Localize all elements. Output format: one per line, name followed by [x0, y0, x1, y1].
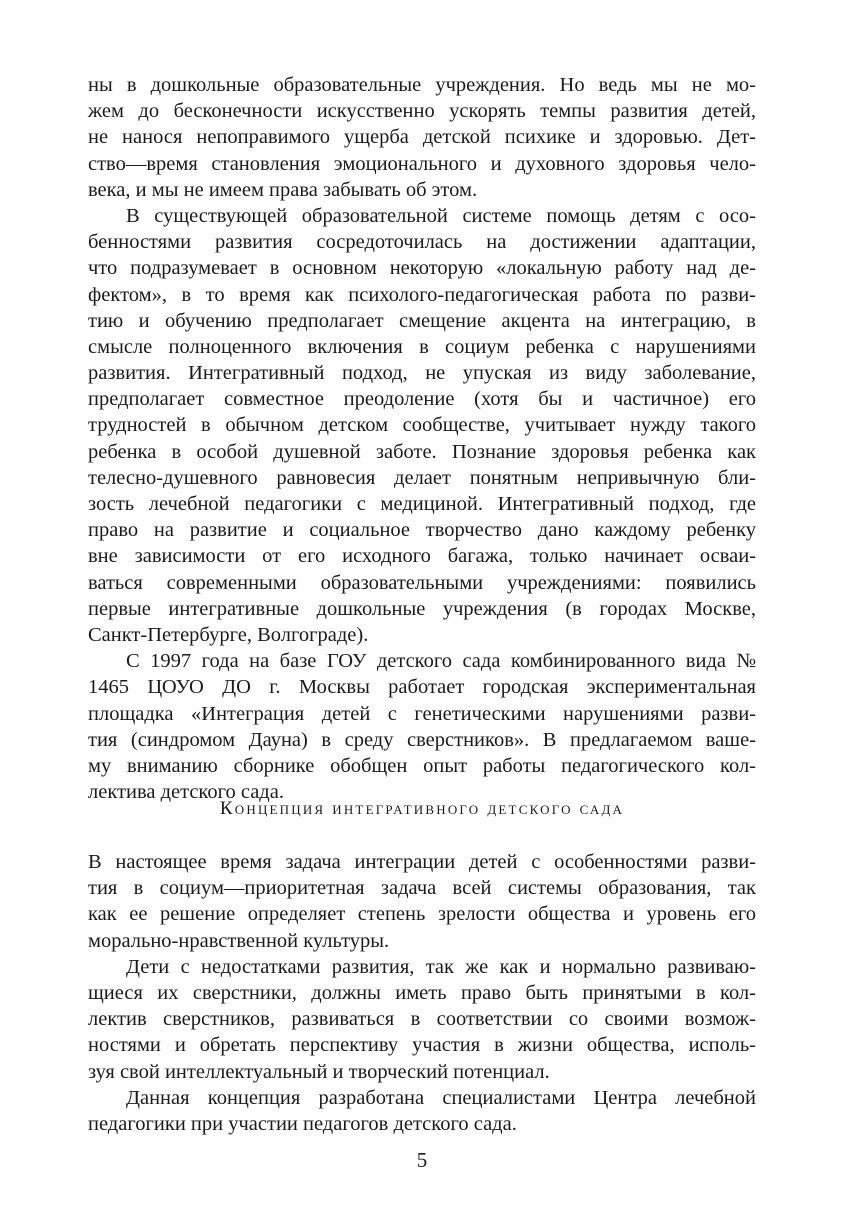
- text-line: лектив сверстников, развиваться в соответствии со своими возмож-: [88, 1008, 756, 1031]
- text-line: тия (синдромом Дауна) в среду сверстников». В предлагаемом ваше-: [88, 728, 756, 751]
- text-line: зуя свой интеллектуальный и творческий потенциал.: [88, 1060, 550, 1083]
- text-line: века, и мы не имеем права забывать об этом.: [88, 178, 478, 201]
- text-line: зость лечебной педагогики с медициной. Интегративный подход, где: [88, 493, 756, 515]
- text-line: предполагает совместное преодоление (хотя бы и частичное) его: [88, 388, 756, 411]
- text-line: ребенка в особой душевной заботе. Познание здоровья ребенка как: [88, 440, 756, 463]
- text-line: педагогики при участии педагогов детского сада.: [88, 1112, 517, 1135]
- text-line: ство—время становления эмоционального и духовного здоровья чело-: [88, 152, 756, 175]
- text-line: 1465 ЦОУО ДО г. Москвы работает городская экспериментальная: [88, 676, 756, 699]
- text-block-bottom: [88, 849, 756, 1137]
- text-line: щиеся их сверстники, должны иметь право быть принятыми в кол-: [88, 981, 756, 1004]
- text-line: В существующей образовательной системе помощь детям с осо-: [126, 204, 756, 227]
- text-line: право на развитие и социальное творчество дано каждому ребенку: [88, 519, 756, 542]
- text-line: Дети с недостатками развития, так же как и нормально развиваю-: [126, 955, 756, 978]
- text-line: Санкт-Петербурге, Волгограде).: [88, 623, 369, 646]
- text-line: смысле полноценного включения в социум ребенка с нарушениями: [88, 335, 756, 358]
- text-line: С 1997 года на базе ГОУ детского сада комбинированного вида №: [126, 650, 756, 673]
- text-line: тию и обучению предполагает смещение акцента на интеграцию, в: [88, 309, 756, 332]
- text-line: первые интегративные дошкольные учреждения (в городах Москве,: [88, 597, 756, 620]
- text-line: Данная концепция разработана специалистами Центра лечебной: [126, 1086, 756, 1109]
- text-line: вне зависимости от его исходного багажа, только начинает осваи-: [88, 545, 756, 568]
- text-line: морально-нравственной культуры.: [88, 929, 390, 952]
- text-line: ностями и обретать перспективу участия в жизни общества, исполь-: [88, 1034, 756, 1057]
- text-line: бенностями развития сосредоточилась на достижении адаптации,: [88, 231, 756, 254]
- page-number: 5: [416, 1148, 428, 1172]
- text-line: жем до бесконечности искусственно ускорять темпы развития детей,: [88, 100, 756, 123]
- text-line: лектива детского сада.: [88, 781, 284, 804]
- text-line: не нанося непоправимого ущерба детской психике и здоровью. Дет-: [88, 126, 756, 149]
- text-line: развития. Интегративный подход, не упуская из виду заболевание,: [88, 362, 756, 385]
- text-line: площадка «Интеграция детей с генетическими нарушениями разви-: [88, 702, 756, 725]
- text-line: фектом», в то время как психолого-педагогическая работа по разви-: [88, 283, 756, 306]
- text-line: В настоящее время задача интеграции детей с особенностями разви-: [88, 851, 756, 873]
- text-line: трудностей в обычном детском сообществе, учитывает нужду такого: [88, 414, 756, 437]
- text-block-top: [88, 72, 756, 805]
- text-line: телесно-душевного равновесия делает понятным непривычную бли-: [88, 466, 756, 489]
- text-line: что подразумевает в основном некоторую «локальную работу над де-: [88, 257, 756, 280]
- section-heading: Концепция интегративного детского сада: [219, 798, 625, 819]
- text-line: му вниманию сборнике обобщен опыт работы педагогического кол-: [88, 754, 756, 777]
- text-line: тия в социум—приоритетная задача всей системы образования, так: [88, 877, 756, 900]
- text-line: ны в дошкольные образовательные учреждения. Но ведь мы не мо-: [88, 74, 756, 96]
- text-line: как ее решение определяет степень зрелости общества и уровень его: [88, 903, 756, 926]
- text-line: ваться современными образовательными учреждениями: появились: [88, 571, 756, 594]
